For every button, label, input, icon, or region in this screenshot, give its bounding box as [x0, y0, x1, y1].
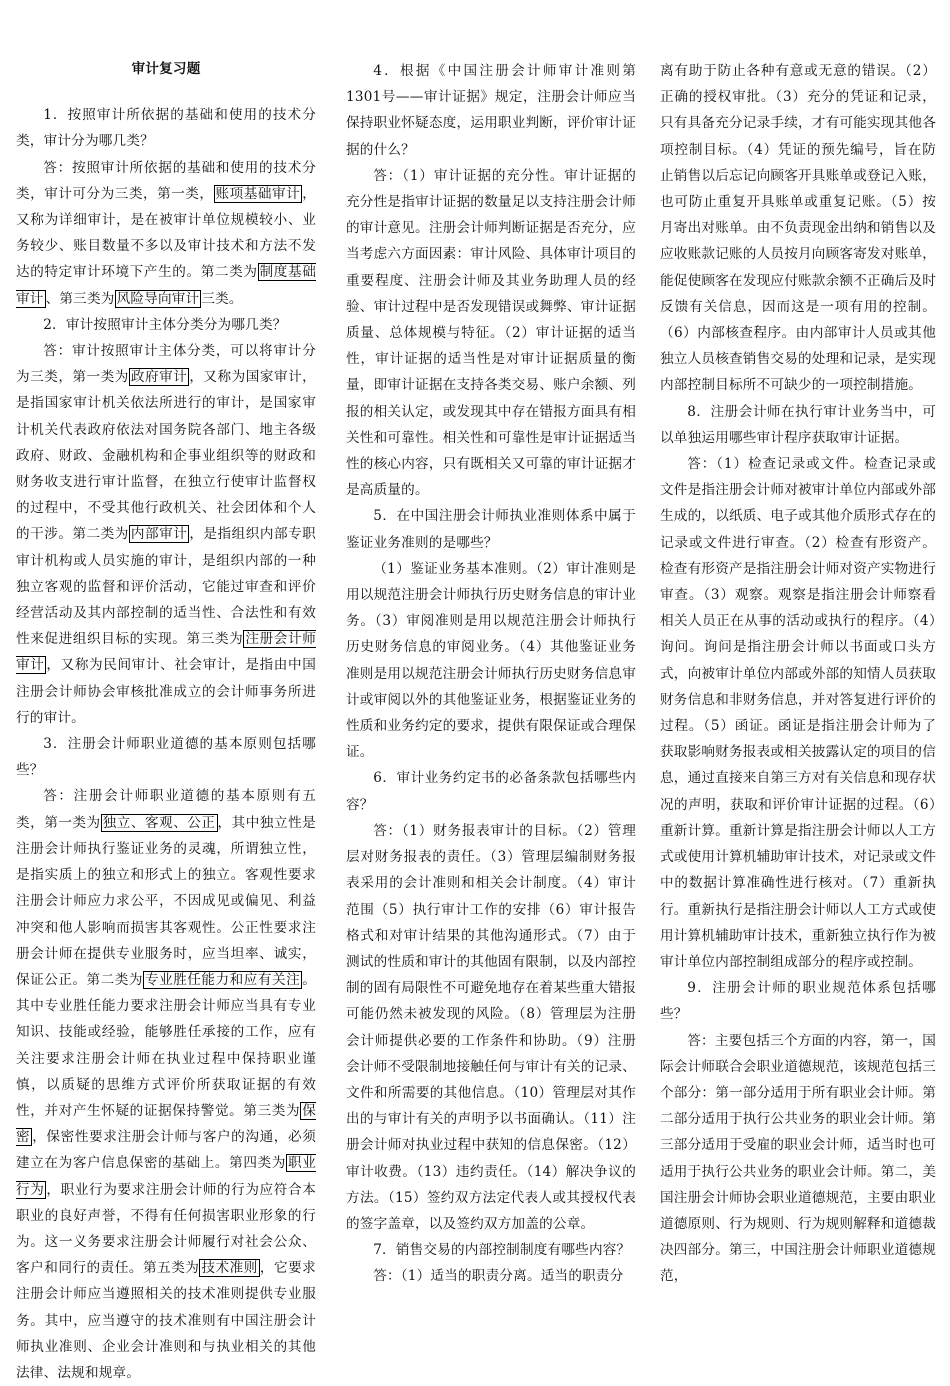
text-segment: ，又称为国家审计，是指国家审计机关依法所进行的审计，是国家审计机关代表政府依法对国务院各部门、地主各级政府、财政、金融机构和企事业组织等的财政和财务收支进行审计监督，在独立行使审计监督权的过程中，不受其他行政机关、社会团体和个人的干涉。第二类为 [16, 369, 316, 543]
answer-paragraph [16, 155, 316, 312]
text-segment: ，是指组织内部专职审计机构或人员实施的审计，是组织内部的一种独立客观的监督和评价活动，它能过审查和评价经营活动及其内部控制的适当性、合法性和有效性来促进组织目标的实现。第三类为 [16, 526, 316, 648]
text-segment: 3．注册会计师职业道德的基本原则包括哪些？ [16, 736, 316, 779]
question-paragraph [346, 58, 636, 163]
column-left [16, 48, 316, 1386]
text-segment: （1）鉴证业务基本准则。（2）审计准则是用以规范注册会计师执行历史财务信息的审计业务。（3）审阅准则是用以规范注册会计师执行历史财务信息的审阅业务。（4）其他鉴证业务准则是用以规范注册会计师执行历史财务信息审计或审阅以外的其他鉴证业务，根据鉴证业务的性质和业务约定的要求，提供有限保证或合理保证。 [346, 560, 636, 761]
text-segment: 5．在中国注册会计师执业准则体系中属于鉴证业务准则的是哪些？ [346, 508, 636, 551]
boxed-term: 职业行为 [16, 1155, 316, 1198]
text-segment: 答：（1）适当的职责分离。适当的职责分 [373, 1268, 624, 1285]
page-title: 审计复习题 [131, 61, 201, 77]
text-segment: 6．审计业务约定书的必备条款包括哪些内容？ [346, 770, 636, 813]
boxed-term: 专业胜任能力和应有关注 [144, 971, 301, 988]
column-left-body [16, 102, 316, 1386]
answer-paragraph [16, 338, 316, 731]
boxed-term: 制度基础审计 [16, 264, 316, 307]
column-right [660, 58, 936, 1290]
answer-paragraph [346, 556, 636, 766]
question-paragraph [16, 731, 316, 783]
boxed-term: 账项基础审计 [215, 185, 301, 202]
text-segment: 答：（1）财务报表审计的目标。（2）管理层对财务报表的责任。（3）管理层编制财务报表采用的会计准则和相关会计制度。（4）审计范围（5）执行审计工作的安排（6）审计报告格式和对审计结果的其他沟通形式。（7）由于测试的性质和审计的其他固有限制，以及内部控制的固有局限性不可避免地存在着某些重大错报可能仍然未被发现的风险。（8）管理层为注册会计师提供必要的工作条件和协助。（9）注册会计师不受限制地接触任何与审计有关的记录、文件和所需要的其他信息。（10）管理层对其作出的与审计有关的声明予以书面确认。（11）注册会计师对执业过程中获知的信息保密。（12）审计收费。（13）违约责任。（14）解决争议的方法。（15）签约双方法定代表人或其授权代表的签字盖章，以及签约双方加盖的公章。 [346, 822, 636, 1232]
text-segment: 、第三类为 [45, 290, 115, 307]
text-segment: 9．注册会计师的职业规范体系包括哪些？ [660, 980, 936, 1023]
text-segment: 2．审计按照审计主体分类分为哪几类？ [43, 316, 287, 333]
column-middle [346, 58, 636, 1290]
question-paragraph [660, 975, 936, 1027]
answer-paragraph [346, 163, 636, 504]
text-segment: ，职业行为要求注册会计师的行为应符合本职业的良好声誉，不得有任何损害职业形象的行为。这一义务要求注册会计师履行对社会公众、客户和同行的责任。第五类为 [16, 1181, 316, 1277]
question-paragraph [346, 765, 636, 817]
text-segment: 答：（1）检查记录或文件。检查记录或文件是指注册会计师对被审计单位内部或外部生成的，以纸质、电子或其他介质形式存在的记录或文件进行审查。（2）检查有形资产。检查有形资产是指注册会计师对资产实物进行审查。（3）观察。观察是指注册会计师察看相关人员正在从事的活动或执行的程序。（4）询问。询问是指注册会计师以书面或口头方式，向被审计单位内部或外部的知情人员获取财务信息和非财务信息，并对答复进行评价的过程。（5）函证。函证是指注册会计师为了获取影响财务报表或相关披露认定的项目的信息，通过直接来自第三方对有关信息和现存状况的声明，获取和评价审计证据的过程。（6）重新计算。重新计算是指注册会计师以人工方式或使用计算机辅助审计技术，对记录或文件中的数据计算准确性进行核对。（7）重新执行。重新执行是指注册会计师以人工方式或使用计算机辅助审计技术，重新独立执行作为被审计单位内部控制组成部分的程序或控制。 [660, 456, 936, 970]
text-segment: ，又称为民间审计、社会审计，是指由中国注册会计师协会审核批准成立的会计师事务所进行的审计。 [16, 657, 316, 726]
question-paragraph [16, 102, 316, 154]
text-segment: 答：（1）审计证据的充分性。审计证据的充分性是指审计证据的数量足以支持注册会计师的审计意见。注册会计师判断证据是否充分，应当考虑六方面因素：审计风险、具体审计项目的重要程度、注册会计师及其业务助理人员的经验、审计过程中是否发现错误或舞弊、审计证据质量、总体规模与特征。（2）审计证据的适当性，审计证据的适当性是对审计证据质量的衡量，即审计证据在支持各类交易、账户余额、列报的相关认定，或发现其中存在错报方面具有相关性和可靠性。相关性和可靠性是审计证据适当性的核心内容，只有既相关又可靠的审计证据才是高质量的。 [346, 167, 636, 499]
column-middle-body [346, 58, 636, 1290]
text-segment: ，它要求注册会计师应当遵照相关的技术准则提供专业服务。其中，应当遵守的技术准则有中国注册会计师执业准则、企业会计准则和与执业相关的其他法律、法规和规章。 [16, 1260, 316, 1381]
boxed-term: 政府审计 [130, 369, 188, 386]
boxed-term: 技术准则 [201, 1260, 258, 1277]
text-segment: ，保密性要求注册会计师与客户的沟通，必须建立在为客户信息保密的基础上。第四类为 [16, 1129, 317, 1172]
boxed-term: 注册会计师审计 [16, 631, 317, 674]
answer-paragraph [346, 1263, 636, 1289]
answer-paragraph [660, 58, 936, 399]
text-segment: 8．注册会计师在执行审计业务当中，可以单独运用哪些审计程序获取审计证据。 [660, 403, 936, 446]
column-right-body [660, 58, 936, 1290]
answer-paragraph [16, 783, 316, 1386]
text-segment: 答：注册会计师职业道德的基本原则有五类，第一类为 [16, 788, 316, 831]
text-segment: ，又称为详细审计，是在被审计单位规模较小、业务较少、账目数量不多以及审计技术和方法不发达的特定审计环境下产生的。第二类为 [16, 185, 316, 281]
text-segment: 。其中专业胜任能力要求注册会计师应当具有专业知识、技能或经验，能够胜任承接的工作，应有关注要求注册会计师在执业过程中保持职业谨慎，以质疑的思维方式评价所获取证据的有效性，并对产生怀疑的证据保持警觉。第三类为 [16, 971, 316, 1119]
boxed-term: 风险导向审计 [116, 290, 200, 307]
text-segment: 1．按照审计所依据的基础和使用的技术分类，审计分为哪几类？ [16, 107, 316, 150]
question-paragraph [660, 399, 936, 451]
answer-paragraph [660, 1028, 936, 1290]
text-segment: 4．根据《中国注册会计师审计准则第1301号——审计证据》规定，注册会计师应当保持职业怀疑态度，运用职业判断，评价审计证据的什么？ [346, 63, 636, 158]
question-paragraph [346, 503, 636, 555]
text-segment: 离有助于防止各种有意或无意的错误。（2）正确的授权审批。（3）充分的凭证和记录，只有具备充分记录手续，才有可能实现其他各项控制目标。（4）凭证的预先编号，旨在防止销售以后忘记向顾客开具账单或登记入账，也可防止重复开具账单或重复记账。（5）按月寄出对账单。由不负责现金出纳和销售以及应收账款记账的人员按月向顾客寄发对账单，能促使顾客在发现应付账款余额不正确后及时反馈有关信息，因而这是一项有用的控制。（6）内部核查程序。由内部审计人员或其他独立人员核查销售交易的处理和记录，是实现内部控制目标所不可缺少的一项控制措施。 [660, 63, 936, 394]
boxed-term: 独立、客观、公正 [102, 814, 216, 831]
text-segment: 答：按照审计所依据的基础和使用的技术分类，审计可分为三类，第一类， [16, 159, 316, 202]
answer-paragraph [346, 818, 636, 1237]
question-paragraph [16, 312, 316, 338]
text-segment: 7．销售交易的内部控制制度有哪些内容？ [373, 1242, 631, 1259]
text-segment: 答：审计按照审计主体分类，可以将审计分为三类，第一类为 [16, 343, 316, 386]
text-segment: 三类。 [201, 290, 243, 307]
answer-paragraph [660, 451, 936, 975]
boxed-term: 内部审计 [130, 526, 188, 543]
text-segment: 答：主要包括三个方面的内容，第一，国际会计师联合会职业道德规范，该规范包括三个部分：第一部分适用于所有职业会计师。第二部分适用于执行公共业务的职业会计师。第三部分适用于受雇的职业会计师，适当时也可适用于执行公共业务的职业会计师。第二，美国注册会计师协会职业道德规范，主要由职业道德原则、行为规则、行为规则解释和道德裁决四部分。第三，中国注册会计师职业道德规范， [660, 1032, 936, 1285]
boxed-term: 保密 [16, 1102, 316, 1146]
question-paragraph [346, 1237, 636, 1263]
text-segment: ，其中独立性是注册会计师执行鉴证业务的灵魂，所谓独立性，是指实质上的独立和形式上的独立。客观性要求注册会计师应力求公平，不因成见或偏见、利益冲突和他人影响而损害其客观性。公正性要求注册会计师在提供专业服务时，应当坦率、诚实，保证公正。第二类为 [16, 814, 316, 988]
